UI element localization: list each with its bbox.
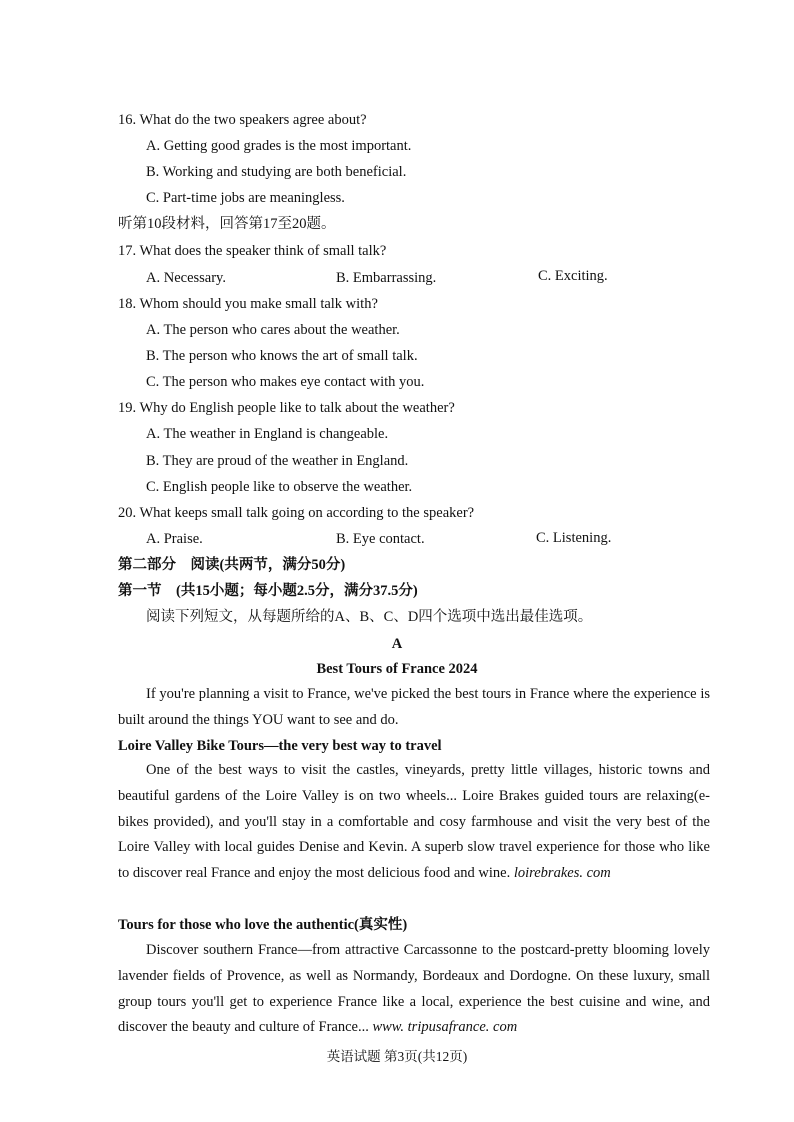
question-20-option-c: C. Listening. [536,530,612,546]
question-20-option-a: A. Praise. [146,531,203,547]
paragraph-1-text: One of the best ways to visit the castles, vineyards, pretty little villages, historic towns and beautiful gardens of the Loire Valley is on two wheels... Loire Brakes guided tours are relaxing(e-bikes provided), and you'll stay in a comfortable and cosy farmhouse and visit the very best of the Loire Valley with local guides Denise and Kevin. A superb slow travel experience for those who like to discover real France and enjoy the most delicious food and wine. [118,762,710,882]
passage-heading-2: Tours for those who love the authentic(真实性) [118,917,408,933]
paragraph-1-url: loirebrakes. com [513,865,611,882]
question-19-option-b: B. They are proud of the weather in England. [146,453,409,469]
reading-instruction: 阅读下列短文，从每题所给的A、B、C、D四个选项中选出最佳选项。 [146,609,593,625]
passage-title: Best Tours of France 2024 [316,661,478,677]
part-two-heading: 第二部分 阅读(共两节，满分50分) [118,557,346,573]
passage-letter: A [391,636,403,652]
question-17-option-b: B. Embarrassing. [336,270,437,286]
section-one-heading: 第一节 (共15小题；每小题2.5分，满分37.5分) [118,583,418,599]
question-19-option-a: A. The weather in England is changeable. [146,426,389,442]
passage-paragraph-1 [118,758,710,887]
question-17-option-c: C. Exciting. [538,268,608,284]
question-18-option-c: C. The person who makes eye contact with you. [146,374,425,390]
paragraph-2-url: www. tripusafrance. com [372,1019,518,1036]
question-20-option-b: B. Eye contact. [336,531,425,547]
question-17-option-a: A. Necessary. [146,270,226,286]
passage-heading-1: Loire Valley Bike Tours—the very best way to travel [118,738,442,754]
page-footer: 英语试题 第3页(共12页) [326,1049,468,1064]
question-20-stem: 20. What keeps small talk going on according to the speaker? [118,505,475,521]
question-16-option-b: B. Working and studying are both beneficial. [146,164,407,180]
question-19-option-c: C. English people like to observe the weather. [146,479,413,495]
question-18-stem: 18. Whom should you make small talk with? [118,296,378,312]
question-18-option-b: B. The person who knows the art of small talk. [146,348,418,364]
question-16-option-a: A. Getting good grades is the most important. [146,138,412,154]
passage-intro: If you're planning a visit to France, we've picked the best tours in France where the experience is built around the things YOU want to see and do. [118,686,710,728]
question-16-option-c: C. Part-time jobs are meaningless. [146,190,345,206]
paragraph-2-text: Discover southern France—from attractive Carcassonne to the postcard-pretty blooming lovely lavender fields of Provence, as well as Normandy, Bordeaux and Dordogne. On these luxury, small group tours you'll get to experience France like a local, experience the best cuisine and wine, and discover the beauty and culture of France... [118,942,710,1036]
question-17-stem: 17. What does the speaker think of small talk? [118,243,387,259]
question-19-stem: 19. Why do English people like to talk about the weather? [118,400,455,416]
passage-paragraph-2 [118,938,710,1041]
question-18-option-a: A. The person who cares about the weather. [146,322,400,338]
question-16-stem: 16. What do the two speakers agree about? [118,112,367,128]
listening-instruction: 听第10段材料，回答第17至20题。 [118,216,336,232]
